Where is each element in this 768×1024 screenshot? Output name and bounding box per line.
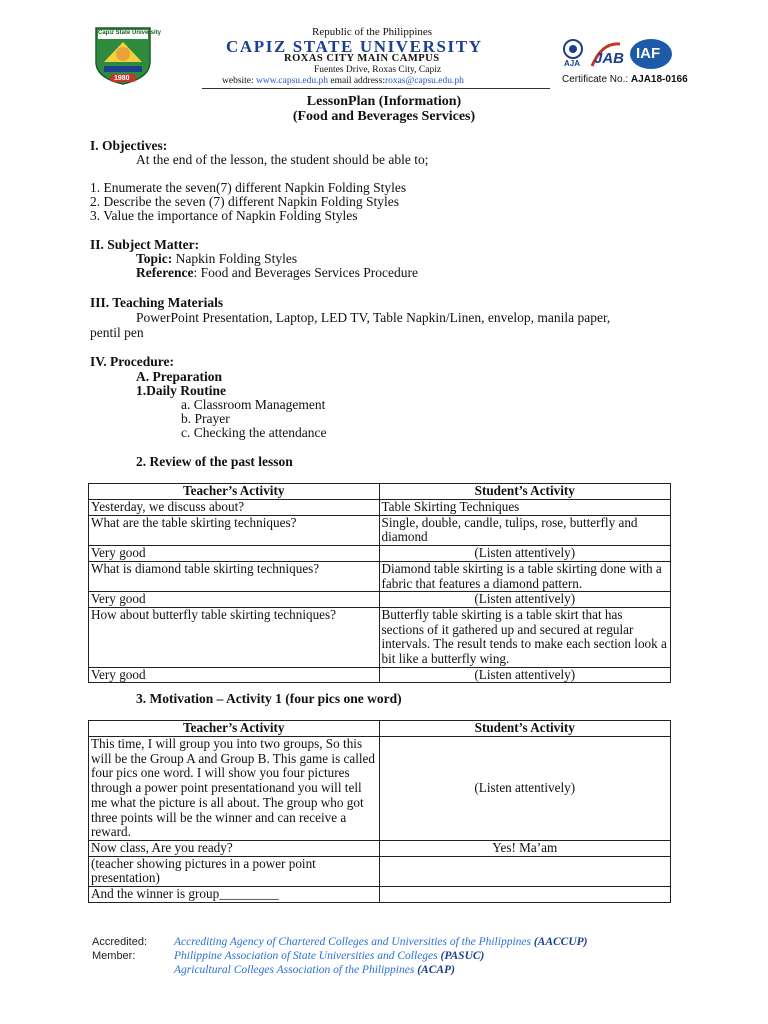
objective-item: 1. Enumerate the seven(7) different Napkin Folding Styles xyxy=(90,180,407,195)
subject-heading: II. Subject Matter: xyxy=(90,237,200,252)
aja-badge-label: AJA xyxy=(564,59,581,68)
teacher-cell: (teacher showing pictures in a power point presentation) xyxy=(89,856,380,886)
table-row xyxy=(89,515,671,545)
teacher-cell: Now class, Are you ready? xyxy=(89,840,380,856)
header-divider xyxy=(202,88,550,89)
materials-line: PowerPoint Presentation, Laptop, LED TV, Table Napkin/Linen, envelop, manila paper, xyxy=(136,310,611,325)
review-heading: 2. Review of the past lesson xyxy=(136,454,293,469)
cert-value: AJA18-0166 xyxy=(630,74,688,85)
table-row xyxy=(89,546,671,562)
column-header-student: Student’s Activity xyxy=(379,484,671,500)
column-header-student: Student’s Activity xyxy=(379,721,670,737)
jab-badge xyxy=(588,40,625,70)
student-cell: (Listen attentively) xyxy=(379,546,671,562)
teacher-cell: What are the table skirting techniques? xyxy=(89,515,380,545)
student-cell xyxy=(379,856,670,886)
teacher-cell: What is diamond table skirting techniques? xyxy=(89,561,380,591)
doc-title: LessonPlan (Information) xyxy=(306,94,462,109)
student-cell: Single, double, candle, tulips, rose, butterfly and diamond xyxy=(379,515,671,545)
member2-abbr: (ACAP) xyxy=(417,964,455,976)
table-row xyxy=(89,667,671,683)
certificate-number xyxy=(562,74,688,85)
routine-item: a. Classroom Management xyxy=(181,397,326,412)
table-row xyxy=(89,561,671,591)
motivation-table xyxy=(88,720,671,903)
website-link[interactable]: www.capsu.edu.ph xyxy=(256,76,328,86)
topic-value: Napkin Folding Styles xyxy=(172,251,298,266)
table-row xyxy=(89,592,671,608)
objective-item: 3. Value the importance of Napkin Folding Styles xyxy=(90,208,358,223)
website-label: website: xyxy=(222,76,254,86)
student-cell: (Listen attentively) xyxy=(379,737,670,841)
teacher-cell: Very good xyxy=(89,592,380,608)
table-row xyxy=(89,500,671,516)
cert-label: Certificate No.: xyxy=(562,74,629,85)
table-row xyxy=(89,607,671,667)
student-cell: Butterfly table skirting is a table skirt that has sections of it gathered up and secured at regular intervals. The result tends to make each section look a bit like a butterfly wing. xyxy=(379,607,671,667)
objectives-heading: I. Objectives: xyxy=(90,138,168,153)
member-value xyxy=(174,964,455,978)
table-row xyxy=(89,840,671,856)
teacher-cell: Yesterday, we discuss about? xyxy=(89,500,380,516)
table-row xyxy=(89,737,671,841)
accredited-abbr: (AACCUP) xyxy=(533,936,588,948)
reference-line xyxy=(136,266,418,281)
motivation-heading: 3. Motivation – Activity 1 (four pics one word) xyxy=(136,691,402,706)
aja-badge xyxy=(562,38,584,70)
member-value xyxy=(174,950,484,964)
iaf-badge xyxy=(628,38,674,70)
iaf-badge-label: IAF xyxy=(636,45,661,62)
materials-line: pentil pen xyxy=(90,325,144,340)
university-name: CAPIZ STATE UNIVERSITY xyxy=(226,37,483,56)
table-header-row xyxy=(89,721,671,737)
daily-routine-heading: 1.Daily Routine xyxy=(136,383,227,398)
campus-address: Fuentes Drive, Roxas City, Capiz xyxy=(314,65,442,75)
student-cell: (Listen attentively) xyxy=(379,667,671,683)
column-header-teacher: Teacher’s Activity xyxy=(89,484,380,500)
logo-caption: Capiz State University xyxy=(98,30,162,36)
republic-line: Republic of the Philippines xyxy=(312,26,433,38)
teacher-cell: How about butterfly table skirting techniques? xyxy=(89,607,380,667)
contact-line xyxy=(222,76,464,86)
student-cell: Diamond table skirting is a table skirting done with a fabric that features a diamond pattern. xyxy=(379,561,671,591)
routine-item: b. Prayer xyxy=(181,411,230,426)
teacher-cell: This time, I will group you into two groups, So this will be the Group A and Group B. This game is called four pics one word. I will show you four pictures through a power point presentationand you will tell me what the picture is all about. The group who got three points will be the winner and can receive a reward. xyxy=(89,737,380,841)
accredited-label: Accredited: xyxy=(92,936,148,948)
student-cell: (Listen attentively) xyxy=(379,592,671,608)
member1-name: Philippine Association of State Universities and Colleges xyxy=(174,950,438,962)
topic-label: Topic: xyxy=(136,251,173,266)
routine-item: c. Checking the attendance xyxy=(181,425,327,440)
student-cell: Table Skirting Techniques xyxy=(379,500,671,516)
jab-badge-label: JAB xyxy=(594,50,625,67)
logo-year: 1980 xyxy=(114,75,130,82)
member1-abbr: (PASUC) xyxy=(440,950,485,962)
student-cell: Yes! Ma’am xyxy=(379,840,670,856)
teacher-cell: Very good xyxy=(89,667,380,683)
teacher-cell: Very good xyxy=(89,546,380,562)
procedure-heading: IV. Procedure: xyxy=(90,354,174,369)
student-cell xyxy=(379,887,670,903)
materials-heading: III. Teaching Materials xyxy=(90,295,224,310)
preparation-heading: A. Preparation xyxy=(136,369,222,384)
member2-name: Agricultural Colleges Association of the Philippines xyxy=(174,964,415,976)
table-row xyxy=(89,856,671,886)
reference-value: : Food and Beverages Services Procedure xyxy=(193,265,419,280)
member-label: Member: xyxy=(92,950,136,962)
table-header-row xyxy=(89,484,671,500)
email-label: email address: xyxy=(330,76,385,86)
table-row xyxy=(89,887,671,903)
objectives-intro: At the end of the lesson, the student should be able to; xyxy=(136,152,429,167)
doc-subtitle: (Food and Beverages Services) xyxy=(292,109,476,124)
campus-name: ROXAS CITY MAIN CAMPUS xyxy=(284,53,440,64)
reference-label: Reference xyxy=(136,265,194,280)
teacher-cell: And the winner is group_________ xyxy=(89,887,380,903)
accredited-value xyxy=(174,936,588,950)
column-header-teacher: Teacher’s Activity xyxy=(89,721,380,737)
accredited-name: Accrediting Agency of Chartered Colleges and Universities of the Philippines xyxy=(174,936,531,948)
review-table xyxy=(88,483,671,683)
objective-item: 2. Describe the seven (7) different Napkin Folding Styles xyxy=(90,194,400,209)
email-link[interactable]: roxas@capsu.edu.ph xyxy=(384,76,464,86)
